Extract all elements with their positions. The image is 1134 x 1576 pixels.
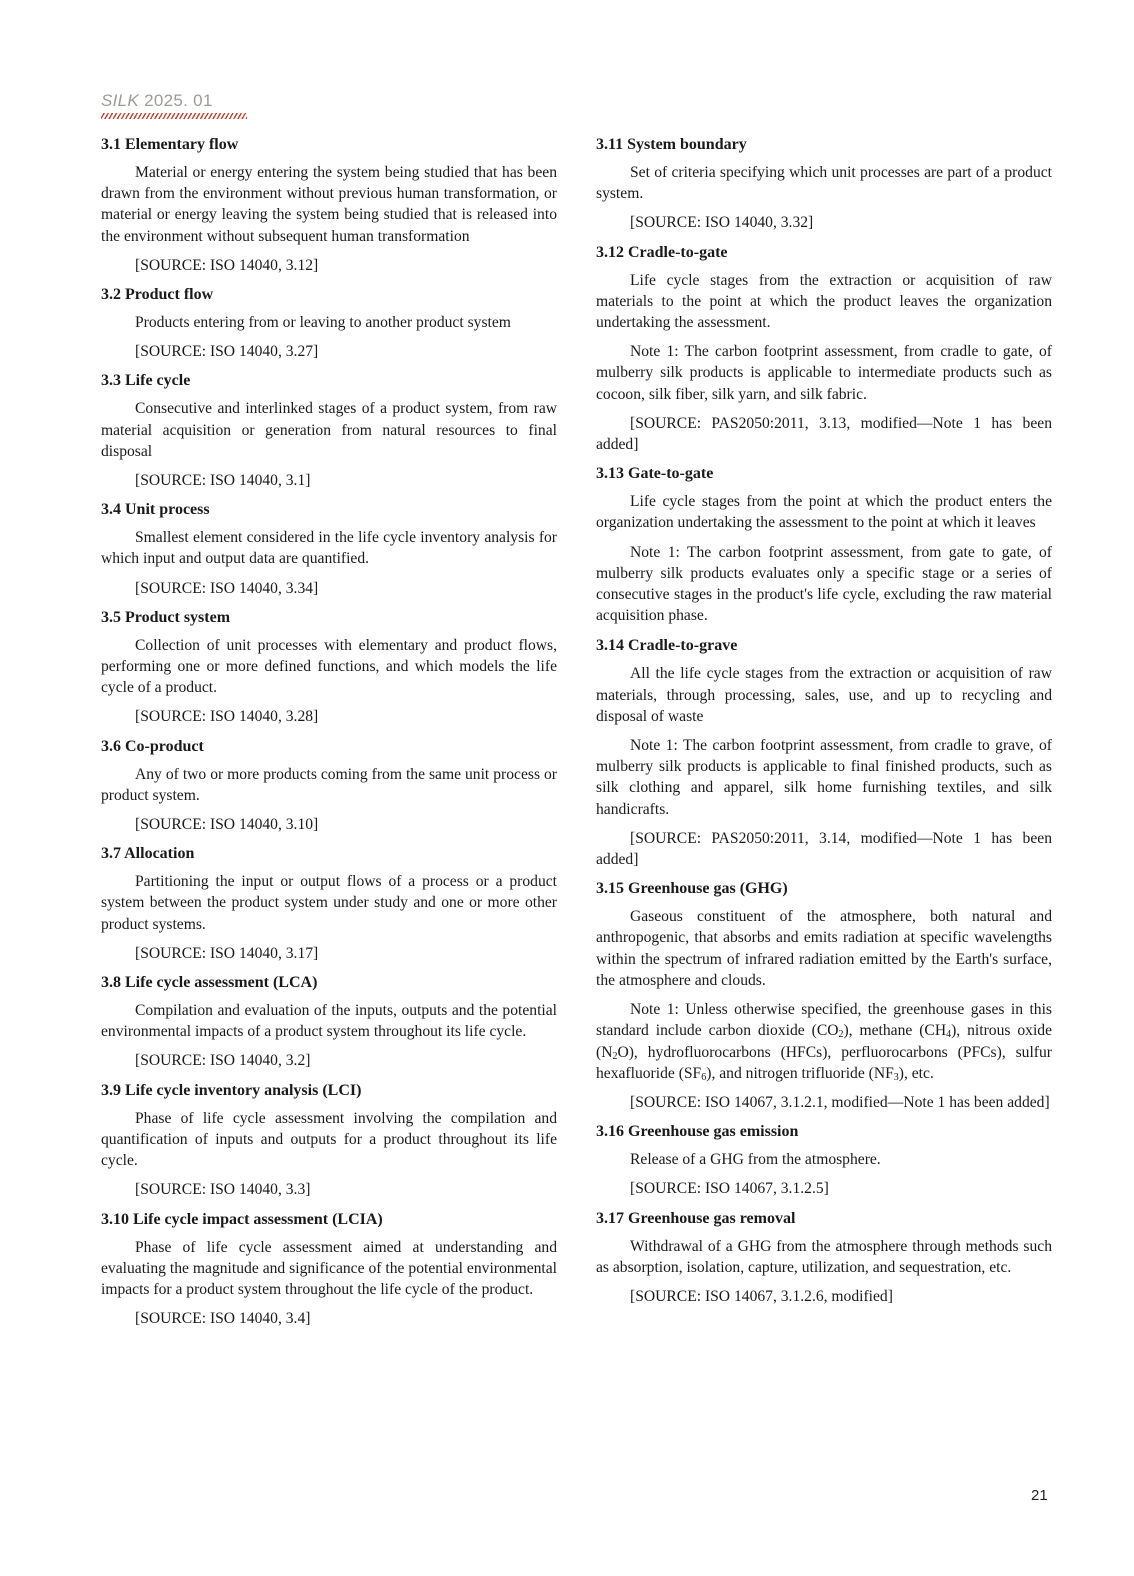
source-reference: [SOURCE: ISO 14067, 3.1.2.5] [630,1180,829,1198]
definition-3-8 [101,971,557,1072]
section-heading: 3.2 Product flow [101,286,214,304]
definition-note: Note 1: The carbon footprint assessment, from cradle to gate, of mulberry silk products is applicable to intermediate products such as cocoon, silk fiber, silk yarn, and silk fabric. [596,343,1052,403]
section-heading: 3.8 Life cycle assessment (LCA) [101,974,318,992]
source-reference: [SOURCE: ISO 14040, 3.17] [135,944,319,962]
definition-text: Any of two or more products coming from the same unit process or product system. [101,765,557,804]
definition-text: Gaseous constituent of the atmosphere, both natural and anthropogenic, that absorbs and emits radiation at specific wavelengths within the spectrum of infrared radiation emitted by the Earth's surface, the atmosphere and clouds. [596,908,1052,989]
source-reference: [SOURCE: ISO 14067, 3.1.2.6, modified] [630,1287,893,1305]
definition-3-15 [596,877,1052,1113]
section-heading: 3.17 Greenhouse gas removal [596,1209,796,1227]
definition-text: Compilation and evaluation of the inputs, outputs and the potential environmental impacts of a product system throughout its life cycle. [101,1002,557,1041]
note-text: ), and nitrogen trifluoride (NF [706,1064,894,1082]
section-heading: 3.4 Unit process [101,501,210,519]
section-heading: 3.13 Gate-to-gate [596,465,714,483]
definition-text: Set of criteria specifying which unit processes are part of a product system. [596,164,1052,203]
definition-text: Products entering from or leaving to another product system [135,314,511,332]
page-number: 21 [1031,1487,1048,1504]
definition-3-10 [101,1208,557,1330]
definition-text: Smallest element considered in the life cycle inventory analysis for which input and output data are quantified. [101,529,557,568]
definition-3-14 [596,634,1052,870]
definition-note: Note 1: The carbon footprint assessment, from cradle to grave, of mulberry silk products is applicable to final finished products, such as silk clothing and apparel, silk home furnishing textiles, and silk handicrafts. [596,737,1052,818]
source-reference: [SOURCE: ISO 14040, 3.34] [135,579,319,597]
definition-text: All the life cycle stages from the extraction or acquisition of raw materials, through processing, sales, use, and up to recycling and disposal of waste [596,665,1052,725]
definition-3-2 [101,283,557,362]
section-heading: 3.16 Greenhouse gas emission [596,1123,799,1141]
source-reference: [SOURCE: ISO 14040, 3.28] [135,708,319,726]
definition-3-16 [596,1120,1052,1199]
source-reference: [SOURCE: ISO 14040, 3.12] [135,256,319,274]
header-hatch-rule [101,113,247,119]
definition-text: Collection of unit processes with elementary and product flows, performing one or more defined functions, and which models the life cycle of a product. [101,636,557,697]
right-column [596,133,1052,1314]
definition-text: Life cycle stages from the point at which the product enters the organization undertaking the assessment to the point at which it leaves [596,493,1052,532]
note-text: ), nitrous oxide (N [596,1022,1053,1061]
source-reference: [SOURCE: ISO 14040, 3.2] [135,1052,311,1070]
section-heading: 3.6 Co-product [101,737,204,755]
definition-3-1 [101,133,557,276]
note-text: ), methane (CH [843,1022,947,1040]
definition-3-12 [596,241,1052,456]
definition-3-6 [101,735,557,836]
source-reference: [SOURCE: ISO 14040, 3.3] [135,1181,311,1199]
source-reference: [SOURCE: ISO 14040, 3.1] [135,472,311,490]
source-reference: [SOURCE: ISO 14040, 3.27] [135,343,319,361]
section-heading: 3.7 Allocation [101,845,195,863]
section-heading: 3.5 Product system [101,608,231,626]
subscript: 4 [946,1029,952,1041]
section-heading: 3.3 Life cycle [101,372,191,390]
section-heading: 3.12 Cradle-to-gate [596,243,728,261]
note-text: ), etc. [898,1064,934,1082]
definition-text: Release of a GHG from the atmosphere. [630,1151,881,1169]
definition-text: Material or energy entering the system being studied that has been drawn from the environment without previous human transformation, or material or energy leaving the system being studied that is released into the environment without subsequent human transformation [101,164,557,245]
definition-text: Phase of life cycle assessment aimed at understanding and evaluating the magnitude and significance of the potential environmental impacts for a product system throughout the life cycle of the product. [101,1238,557,1298]
definition-note [596,999,1052,1084]
definition-text: Life cycle stages from the extraction or acquisition of raw materials to the point at which the product leaves the organization undertaking the assessment. [596,271,1052,332]
source-reference: [SOURCE: ISO 14040, 3.32] [630,214,814,232]
definition-3-17 [596,1207,1052,1308]
definition-3-11 [596,133,1052,234]
issue-number: 2025. 01 [144,91,213,110]
source-reference: [SOURCE: PAS2050:2011, 3.14, modified—Note 1 has been added] [596,829,1052,869]
left-column [101,133,557,1336]
running-header [101,90,247,119]
section-heading: 3.15 Greenhouse gas (GHG) [596,880,788,898]
subscript: 2 [612,1050,618,1062]
definition-text: Partitioning the input or output flows of a process or a product system between the product system under study and one or more other product systems. [101,873,557,933]
source-reference: [SOURCE: ISO 14067, 3.1.2.1, modified—Note 1 has been added] [630,1093,1050,1111]
definition-3-13 [596,462,1052,626]
definition-text: Phase of life cycle assessment involving the compilation and quantification of inputs and outputs for a product throughout its life cycle. [101,1109,557,1170]
section-heading: 3.10 Life cycle impact assessment (LCIA) [101,1210,383,1228]
note-text: Note 1: Unless otherwise specified, the greenhouse gases in this standard include carbon dioxide (CO [596,1001,1052,1040]
source-reference: [SOURCE: PAS2050:2011, 3.13, modified—Note 1 has been added] [596,414,1052,454]
definition-3-9 [101,1079,557,1201]
definition-text: Withdrawal of a GHG from the atmosphere through methods such as absorption, isolation, capture, utilization, and sequestration, etc. [596,1237,1052,1276]
brand-name: SILK [101,91,140,110]
journal-brand [101,90,247,112]
subscript: 3 [893,1071,899,1083]
section-heading: 3.1 Elementary flow [101,136,239,153]
definition-3-3 [101,369,557,491]
definition-3-4 [101,498,557,599]
definition-note: Note 1: The carbon footprint assessment, from gate to gate, of mulberry silk products evaluates only a specific stage or a series of consecutive stages in the product's life cycle, excluding the raw material acquisition phase. [596,543,1052,625]
subscript: 2 [838,1029,844,1041]
section-heading: 3.11 System boundary [596,136,747,153]
subscript: 6 [701,1071,707,1083]
note-text: O), hydrofluorocarbons (HFCs), perfluorocarbons (PFCs), sulfur hexafluoride (SF [596,1043,1052,1082]
definition-text: Consecutive and interlinked stages of a product system, from raw material acquisition or generation from natural resources to final disposal [101,400,557,460]
source-reference: [SOURCE: ISO 14040, 3.4] [135,1310,311,1328]
definition-3-7 [101,842,557,964]
source-reference: [SOURCE: ISO 14040, 3.10] [135,816,319,834]
definition-3-5 [101,606,557,728]
section-heading: 3.14 Cradle-to-grave [596,637,738,655]
section-heading: 3.9 Life cycle inventory analysis (LCI) [101,1081,362,1099]
